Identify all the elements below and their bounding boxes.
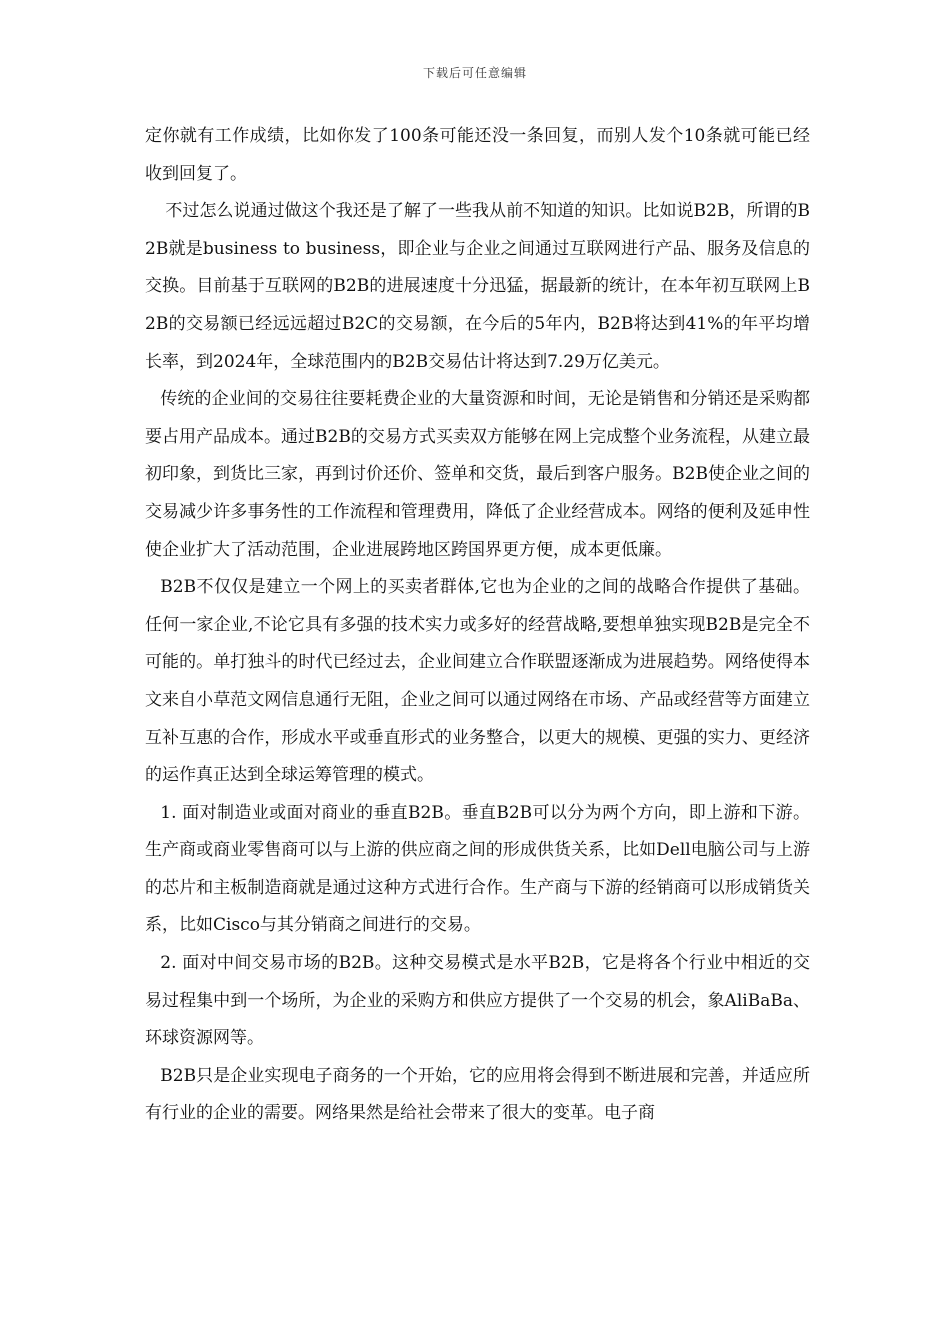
paragraph-1: 定你就有工作成绩，比如你发了100条可能还没一条回复，而别人发个10条就可能已经收到回复了。 bbox=[145, 126, 810, 184]
list-item-2: 2. 面对中间交易市场的B2B。这种交易模式是水平B2B，它是将各个行业中相近的交易过程集中到一个场所，为企业的采购方和供应方提供了一个交易的机会，象AliBaBa、环球资源网等。 bbox=[145, 953, 810, 1049]
list-item-1: 1. 面对制造业或面对商业的垂直B2B。垂直B2B可以分为两个方向，即上游和下游。生产商或商业零售商可以与上游的供应商之间的形成供货关系，比如Dell电脑公司与上游的芯片和主板制造商就是通过这种方式进行合作。生产商与下游的经销商可以形成销货关系，比如Cisco与其分销商之间进行的交易。 bbox=[145, 802, 810, 936]
paragraph-5: B2B只是企业实现电子商务的一个开始，它的应用将会得到不断进展和完善，并适应所有行业的企业的需要。网络果然是给社会带来了很大的变革。电子商 bbox=[145, 1065, 810, 1124]
paragraph-4: B2B不仅仅是建立一个网上的买卖者群体,它也为企业的之间的战略合作提供了基础。任何一家企业,不论它具有多强的技术实力或多好的经营战略,要想单独实现B2B是完全不可能的。单打独斗的时代已经过去，企业间建立合作联盟逐渐成为进展趋势。网络使得本文来自小草范文网信息通行无阻，企业之间可以通过网络在市场、产品或经营等方面建立互补互惠的合作，形成水平或垂直形式的业务整合，以更大的规模、更强的实力、更经济的运作真正达到全球运筹管理的模式。 bbox=[145, 577, 810, 786]
paragraph-2: 不过怎么说通过做这个我还是了解了一些我从前不知道的知识。比如说B2B，所谓的B2B就是business to business，即企业与企业之间通过互联网进行产品、服务及信息的交换。目前基于互联网的B2B的进展速度十分迅猛，据最新的统计，在本年初互联网上B2B的交易额已经远远超过B2C的交易额，在今后的5年内，B2B将达到41%的年平均增长率，到2024年，全球范围内的B2B交易估计将达到7.29万亿美元。 bbox=[145, 201, 810, 372]
document-body bbox=[145, 118, 810, 1133]
page-header: 下载后可任意编辑 bbox=[422, 66, 527, 80]
paragraph-3: 传统的企业间的交易往往要耗费企业的大量资源和时间，无论是销售和分销还是采购都要占用产品成本。通过B2B的交易方式买卖双方能够在网上完成整个业务流程，从建立最初印象，到货比三家，再到讨价还价、签单和交货，最后到客户服务。B2B使企业之间的交易减少许多事务性的工作流程和管理费用，降低了企业经营成本。网络的便利及延申性使企业扩大了活动范围，企业进展跨地区跨国界更方便，成本更低廉。 bbox=[145, 389, 810, 560]
